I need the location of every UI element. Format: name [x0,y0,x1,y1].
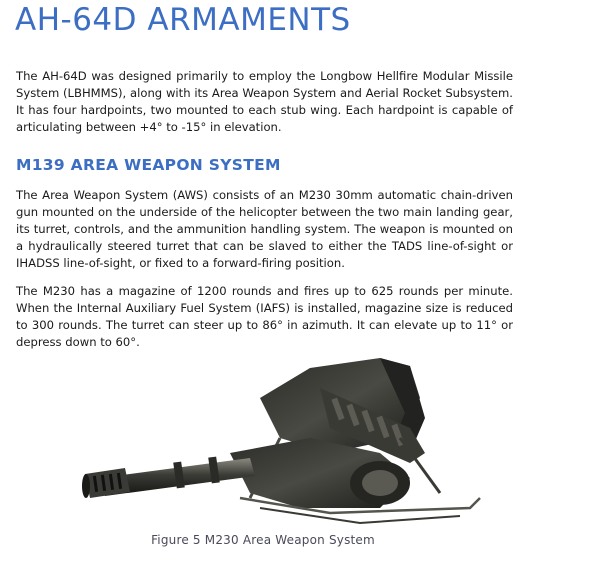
m230-paragraph: The M230 has a magazine of 1200 rounds and fires up to 625 rounds per minute. When the Internal Auxiliary Fuel System (IAFS) is installed, magazine size is reduced to 300 rounds. The turret can steer up to 86° in azimuth. It can elevate up to 11° or depress down to 60°. [16,284,513,349]
aws-paragraph: The Area Weapon System (AWS) consists of an M230 30mm automatic chain-driven gun mounted on the underside of the helicopter between the two main landing gear, its turret, controls, and the ammunition handling system. The weapon is mounted on a hydraulically steered turret that can be slaved to either the TADS line-of-sight or IHADSS line-of-sight, or fixed to a forward-firing position. [16,188,513,270]
intro-paragraph: The AH-64D was designed primarily to employ the Longbow Hellfire Modular Missile System (LBHMMS), along with its Area Weapon System and Aerial Rocket Subsystem. It has four hardpoints, two mounted to each stub wing. Each hardpoint is capable of articulating between +4° to -15° in elevation. [16,69,513,134]
page-title: AH-64D ARMAMENTS [15,2,351,38]
section-heading: M139 AREA WEAPON SYSTEM [16,156,281,174]
m230-gun-image [80,358,510,528]
figure-caption: Figure 5 M230 Area Weapon System [151,533,375,547]
